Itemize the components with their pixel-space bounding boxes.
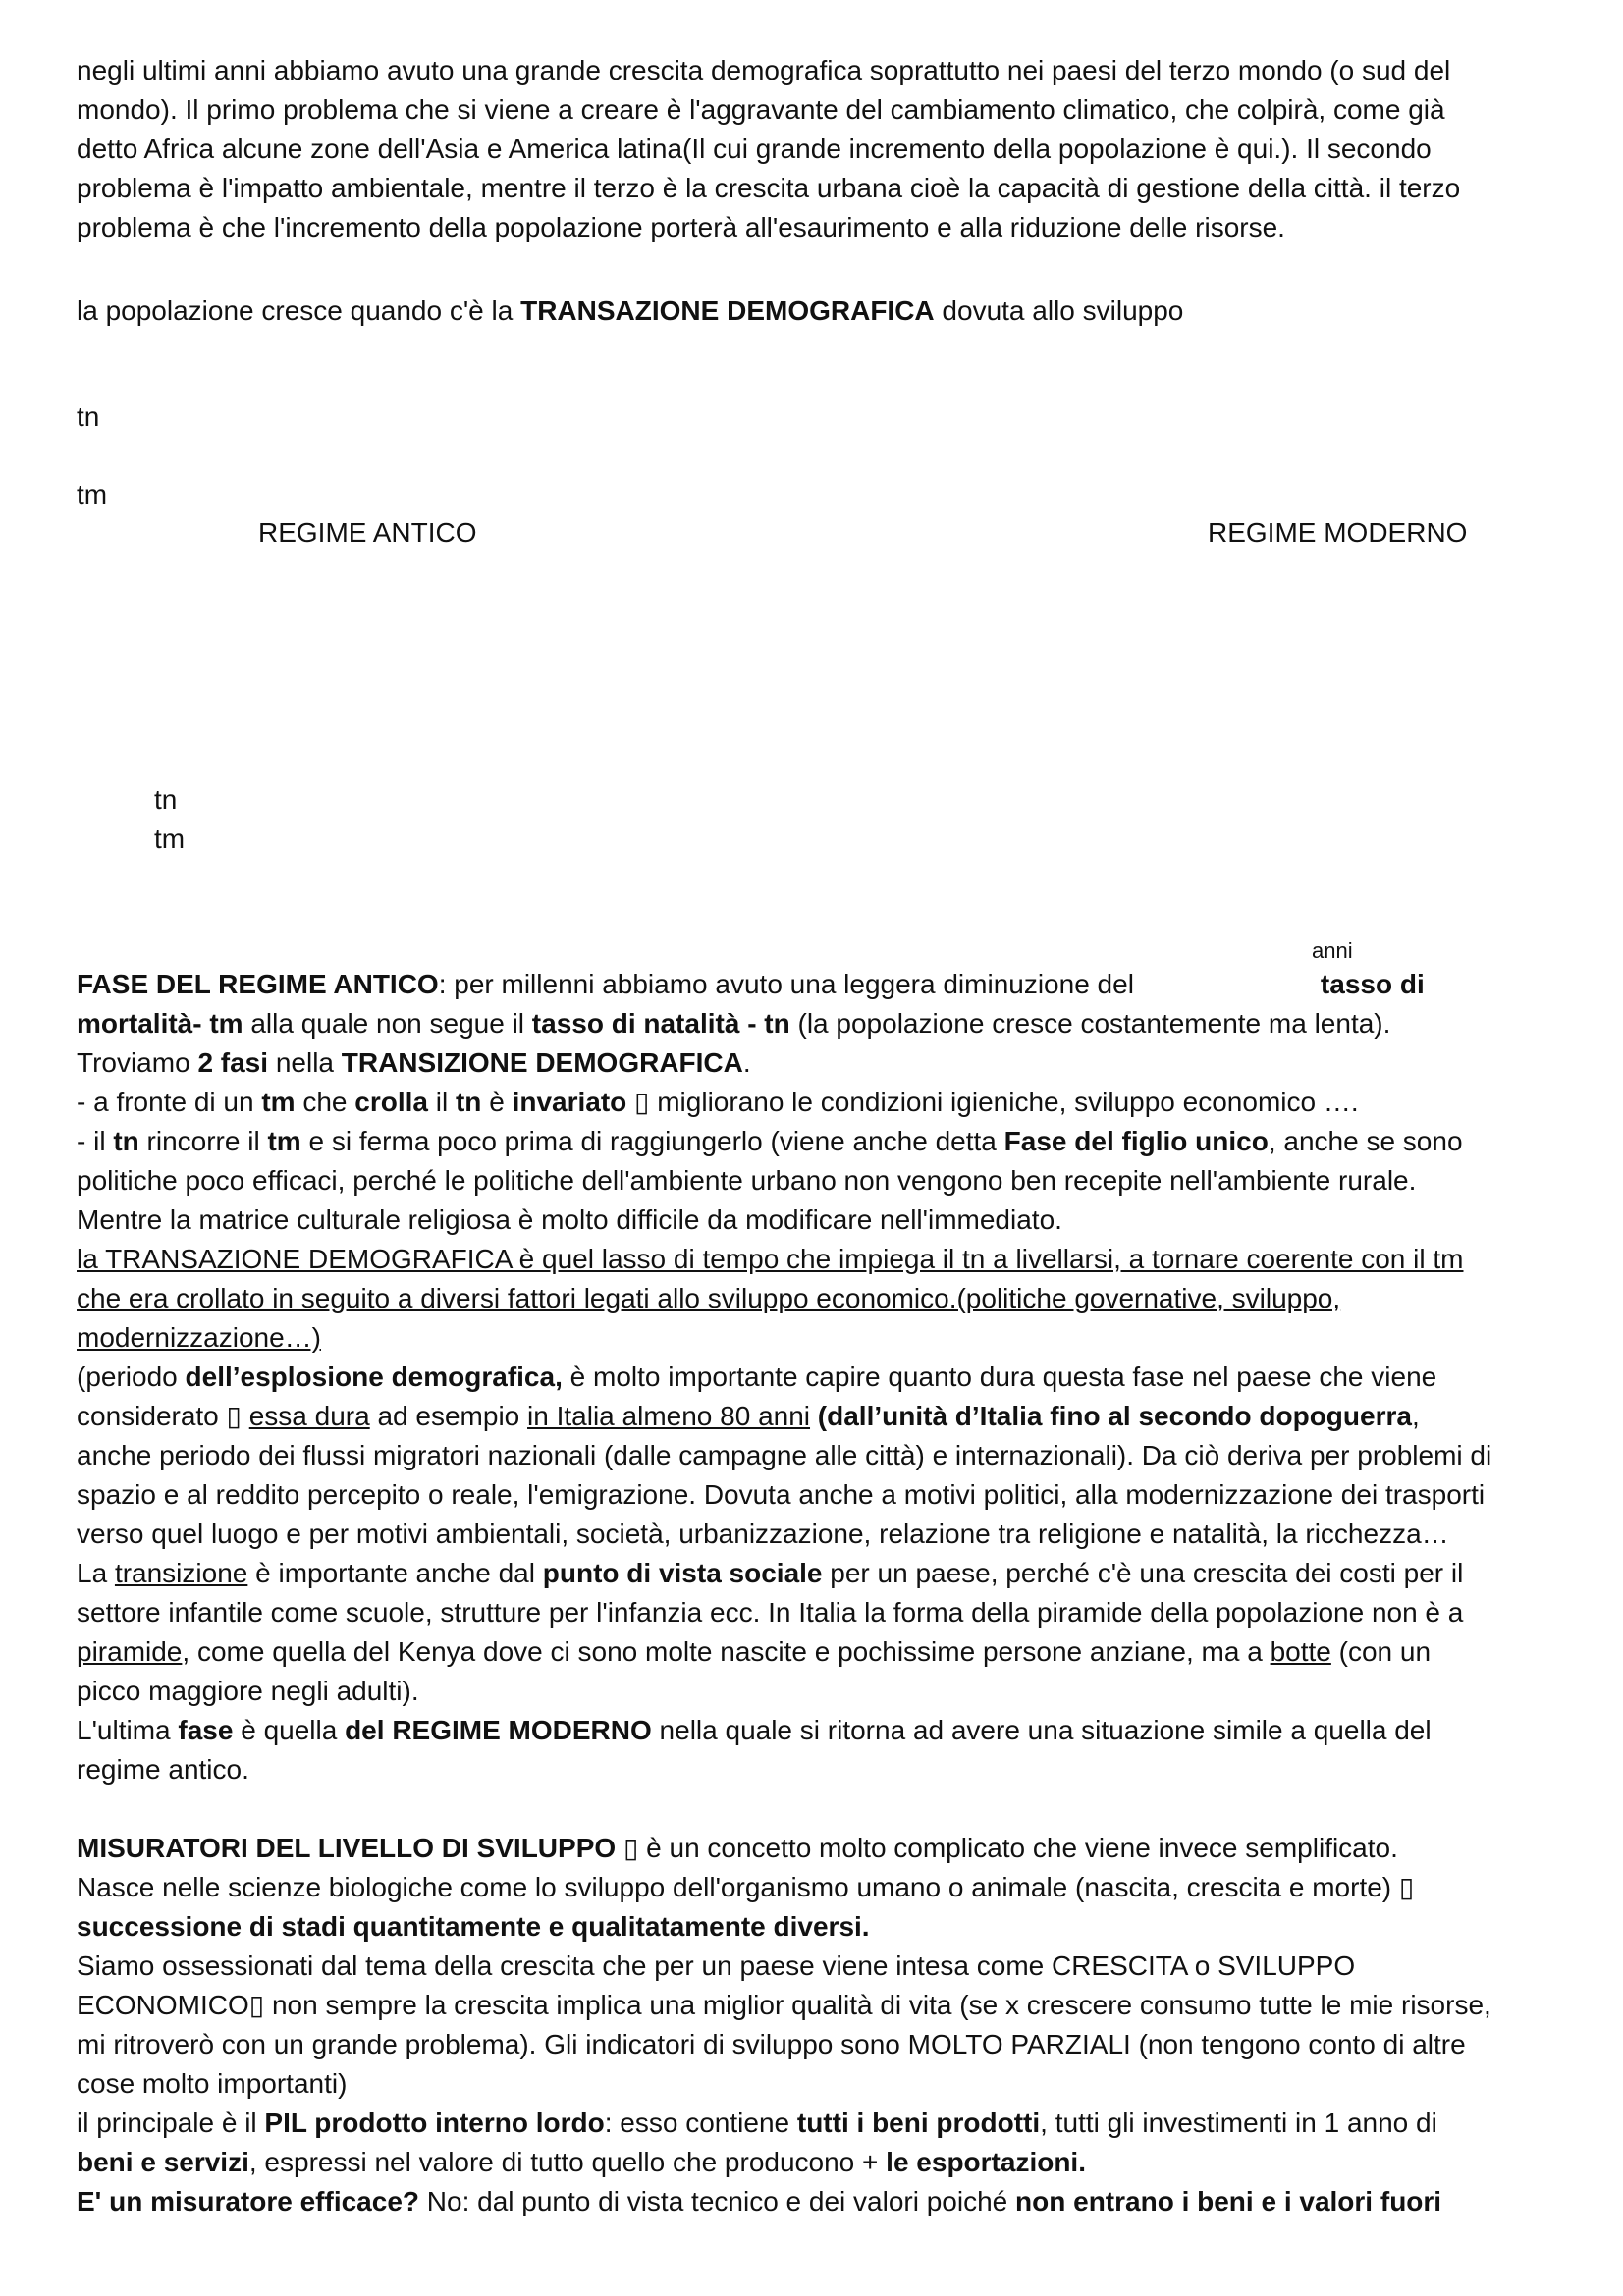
label-regime-moderno: REGIME MODERNO [1208, 517, 1468, 548]
label-anni: anni [1312, 938, 1353, 963]
label-tn-top: tn [77, 401, 100, 432]
label-tm-top: tm [77, 479, 108, 509]
intro-line: problema è l'impatto ambientale, mentre il terzo è la crescita urbana cioè la capacità di gestione della città. il terzo [77, 173, 1461, 203]
intro-line: mondo). Il primo problema che si viene a creare è l'aggravante del cambiamento climatico, che colpirà, come già [77, 94, 1445, 125]
label-regime-antico: REGIME ANTICO [258, 517, 477, 548]
intro-line: detto Africa alcune zone dell'Asia e America latina(Il cui grande incremento della popolazione è qui.). Il secondo [77, 133, 1432, 164]
body-text: FASE DEL REGIME ANTICO: per millenni abbiamo avuto una leggera diminuzione del tasso di mortalità- tm alla quale non segue il tasso di natalità - tn (la popolazione cresce costantemente ma lenta). Troviamo 2 fasi nella TRANSIZIONE DEMOGRAFICA. - a fronte di un tm che crolla il tn è invariato ▯ migliorano le condizioni igieniche, sviluppo economico …. - il tn rincorre il tm e si ferma poco prima di raggiungerlo (viene anche detta Fase del figlio unico, anche se sono politiche poco efficaci, perché le politiche dell'ambiente urbano non vengono ben recepite nell'ambiente rurale. Mentre la matrice culturale religiosa è molto difficile da modificare nell'immediato. la TRANSAZIONE DEMOGRAFICA è quel lasso di tempo che impiega il tn a livellarsi, a tornare coerente con il tm che era crollato in seguito a diversi fattori legati allo sviluppo economico.(politiche governative, sviluppo, modernizzazione…) (periodo dell’esplosione demografica, è molto importante capire quanto dura questa fase nel paese che viene considerato ▯ essa dura ad esempio in Italia almeno 80 anni (dall’unità d’Italia fino al secondo dopoguerra, anche periodo dei flussi migratori nazionali (dalle campagne alle città) e internazionali). Da ciò deriva per problemi di spazio e al reddito percepito o reale, l'emigrazione. Dovuta anche a motivi politici, alla modernizzazione dei trasporti verso quel luogo e per motivi ambientali, società, urbanizzazione, relazione tra religione e natalità, la ricchezza… La transizione è importante anche dal punto di vista sociale per un paese, perché c'è una crescita dei costi per il settore infantile come scuole, strutture per l'infanzia ecc. In Italia la forma della piramide della popolazione non è a piramide, come quella del Kenya dove ci sono molte nascite e pochissime persone anziane, ma a botte (con un picco maggiore negli adulti). L'ultima fase è quella del REGIME MODERNO nella quale si ritorna ad avere una situazione simile a quella del regime antico. MISURATORI DEL LIVELLO DI SVILUPPO ▯ è un concetto molto complicato che viene invece semplificato. Nasce nelle scienze biologiche come lo sviluppo dell'organismo umano o animale (nascita, crescita e morte) ▯ successione di stadi quantitamente e qualitatamente diversi. Siamo ossessionati dal tema della crescita che per un paese viene intesa come CRESCITA o SVILUPPO ECONOMICO▯ non sempre la crescita implica una miglior qualità di vita (se x crescere consumo tutte le mie risorse, mi ritroverò con un grande problema). Gli indicatori di sviluppo sono MOLTO PARZIALI (non tengono conto di altre cose molto importanti) il principale è il PIL prodotto interno lordo: esso contiene tutti i beni prodotti, tutti gli investimenti in 1 anno di beni e servizi, espressi nel valore di tutto quello che producono + le esportazioni. E' un misuratore efficace? No: dal punto di vista tecnico e dei valori poiché non entrano i beni e i valori fuori [77, 969, 1492, 2216]
label-tn-bottom: tn [154, 784, 178, 815]
label-tm-bottom: tm [154, 824, 186, 854]
intro-line: problema è che l'incremento della popolazione porterà all'esaurimento e alla riduzione delle risorse. [77, 212, 1285, 242]
transition-sentence: la popolazione cresce quando c'è la TRANSAZIONE DEMOGRAFICA dovuta allo sviluppo [77, 295, 1184, 326]
intro-paragraph [77, 51, 1608, 247]
intro-line: negli ultimi anni abbiamo avuto una grande crescita demografica soprattutto nei paesi del terzo mondo (o sud del [77, 55, 1451, 85]
